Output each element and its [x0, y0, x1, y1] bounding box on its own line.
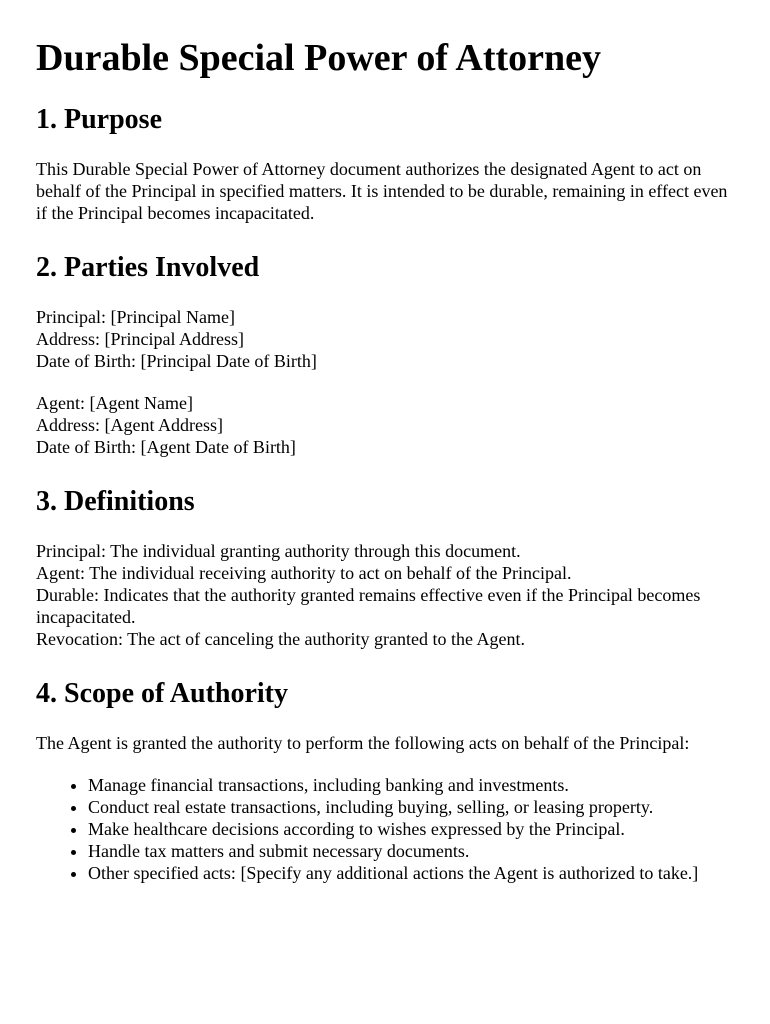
list-item: • Handle tax matters and submit necessary documents.: [88, 840, 734, 862]
scope-intro: The Agent is granted the authority to perform the following acts on behalf of the Principal:: [36, 733, 690, 753]
principal-name: Principal: [Principal Name]: [36, 307, 235, 327]
definition-durable: Durable: Indicates that the authority granted remains effective even if the Principal becomes incapacitated.: [36, 585, 701, 627]
principal-info: [36, 306, 734, 372]
list-item: • Make healthcare decisions according to wishes expressed by the Principal.: [88, 818, 734, 840]
scope-list: [36, 774, 734, 884]
section-scope: [36, 678, 734, 884]
section-heading-purpose: 1. Purpose: [36, 104, 162, 135]
section-heading-scope: 4. Scope of Authority: [36, 678, 288, 709]
agent-address: Address: [Agent Address]: [36, 415, 223, 435]
section-definitions: [36, 486, 734, 650]
agent-name: Agent: [Agent Name]: [36, 393, 193, 413]
section-heading-definitions: 3. Definitions: [36, 486, 195, 517]
definition-revocation: Revocation: The act of canceling the authority granted to the Agent.: [36, 629, 526, 649]
purpose-text: This Durable Special Power of Attorney document authorizes the designated Agent to act on behalf of the Principal in specified matters. It is intended to be durable, remaining in effect even if the Principal becomes incapacitated.: [36, 159, 728, 223]
list-item: • Other specified acts: [Specify any additional actions the Agent is authorized to take.]: [88, 862, 734, 884]
section-heading-parties: 2. Parties Involved: [36, 252, 260, 283]
definition-principal: Principal: The individual granting authority through this document.: [36, 541, 521, 561]
list-item: • Manage financial transactions, including banking and investments.: [88, 774, 734, 796]
definition-agent: Agent: The individual receiving authority to act on behalf of the Principal.: [36, 563, 572, 583]
agent-dob: Date of Birth: [Agent Date of Birth]: [36, 437, 296, 457]
document-title: Durable Special Power of Attorney: [36, 37, 601, 79]
principal-dob: Date of Birth: [Principal Date of Birth]: [36, 351, 317, 371]
section-parties: [36, 252, 734, 458]
definitions-list: [36, 540, 734, 650]
section-purpose: [36, 104, 734, 224]
agent-info: [36, 392, 734, 458]
list-item: • Conduct real estate transactions, including buying, selling, or leasing property.: [88, 796, 734, 818]
principal-address: Address: [Principal Address]: [36, 329, 244, 349]
